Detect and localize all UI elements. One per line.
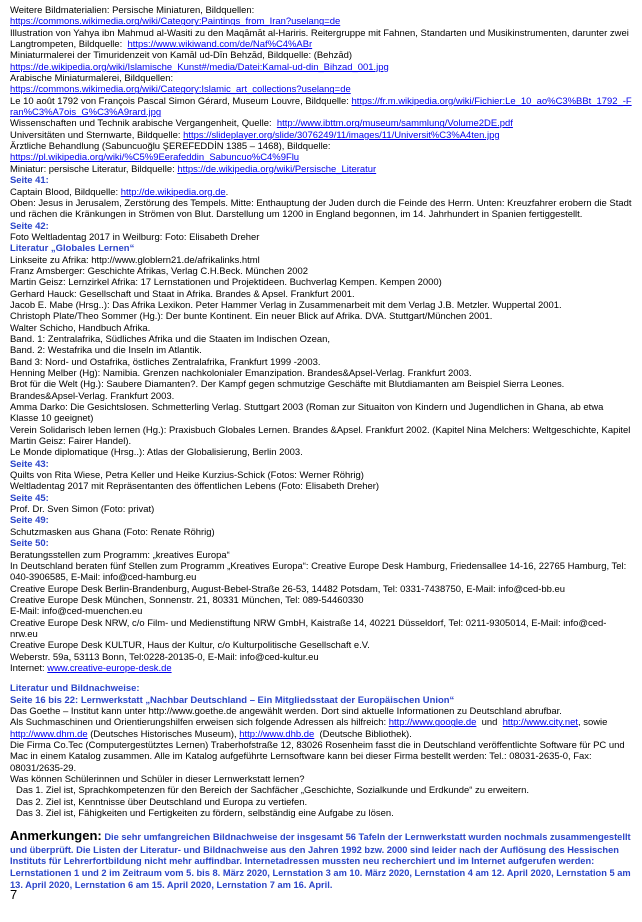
literature-item: Linkseite zu Afrika: http://www.globlern21.de/afrikalinks.html (10, 254, 260, 266)
anmerkungen-block (10, 828, 632, 891)
section-heading-seite-42: Seite 42: (10, 220, 49, 232)
literature-item: Band. 1: Zentralafrika, Südliches Afrika und die Staaten im Indischen Ozean, (10, 333, 331, 345)
literature-item: Verein Solidarisch leben lernen (Hg.): Praxisbuch Globales Lernen. Brandes &Apsel. Frankfurt 2002. (Kapitel Nina Melchers: Weltgeschichte, Kapitel Martin Geisz: Fairer Handel). (10, 424, 631, 448)
lernwerkstatt-subheading: Seite 16 bis 22: Lernwerkstatt „Nachbar Deutschland – Ein Mitgliedsstaat der Europäischen Union“ (10, 694, 455, 706)
spacer (10, 674, 632, 683)
text-line: Das Goethe – Institut kann unter http://www.goethe.de angewählt werden. Dort sind aktuelle Informationen zu Deutschland abrufbar. (10, 705, 562, 717)
section-heading-seite-50: Seite 50: (10, 538, 49, 550)
literature-item: Franz Amsberger: Geschichte Afrikas, Verlag C.H.Beck. München 2002 (10, 265, 308, 277)
text-line: Universitäten und Sternwarte, Bildquelle: https://slideplayer.org/slide/3076249/11/images/11/Universit%C3%A4ten.jpg (10, 129, 500, 141)
source-link[interactable]: http://www.ibttm.org/museum/sammlung/Volume2DE.pdf (276, 118, 513, 130)
literature-item: Martin Geisz: Lernzirkel Afrika: 17 Lernstationen und Projektideen. Buchverlag Kempen. Kempen 2000) (10, 277, 442, 289)
section-heading-seite-43: Seite 43: (10, 458, 49, 470)
source-link[interactable]: https://pl.wikipedia.org/wiki/%C5%9Eerafeddin_Sabuncuo%C4%9Flu (10, 152, 300, 164)
source-link[interactable]: https://commons.wikimedia.org/wiki/Category:Islamic_art_collections?uselang=de (10, 84, 351, 96)
dhm-link[interactable]: http://www.dhm.de (10, 728, 88, 740)
goal-line: Das 3. Ziel ist, Fähigkeiten und Fertigkeiten zu fördern, selbständig eine Aufgabe zu lösen. (16, 808, 394, 820)
literature-item: Le Monde diplomatique (Hrsg..): Atlas der Globalisierung, Berlin 2003. (10, 447, 303, 459)
literature-heading: Literatur „Globales Lernen“ (10, 243, 135, 255)
text-line: Quilts von Rita Wiese, Petra Keller und Heike Kurzius-Schick (Fotos: Werner Röhrig) (10, 470, 364, 482)
section-heading-seite-49: Seite 49: (10, 515, 49, 527)
source-link[interactable]: https://de.wikipedia.org/wiki/Islamische_Kunst#/media/Datei:Kamal-ud-din_Bihzad_001.jpg (10, 61, 389, 73)
text-line: Foto Weltladentag 2017 in Weilburg: Foto: Elisabeth Dreher (10, 231, 260, 243)
source-link[interactable]: https://de.wikipedia.org/wiki/Persische_Literatur (177, 163, 377, 175)
literature-item: Gerhard Hauck: Gesellschaft und Staat in Afrika. Brandes & Apsel. Frankfurt 2001. (10, 288, 355, 300)
text-line: Wissenschaften und Technik arabische Vergangenheit, Quelle: http://www.ibttm.org/museum/sammlung/Volume2DE.pdf (10, 118, 513, 130)
text-line: Oben: Jesus in Jerusalem, Zerstörung des Tempels. Mitte: Enthauptung der Juden durch die Feinde des Herrn. Unten: Kreuzfahrer erobern die Stadt und rächen die Kränkungen in Strömen von Blut. Darstellung um 1200 in England begonnen, im 14. Jahrhundert in Spanien fertiggestellt. (10, 197, 632, 221)
text-line: Als Suchmaschinen und Orientierungshilfen erweisen sich folgende Adressen als hilfreich: http://www.google.de und http://www.city.net, sowie http://www.dhm.de (Deutsches Historisches Museum), http://www.dhb.de (Deutsche Bibliothek). (10, 717, 608, 740)
dhb-link[interactable]: http://www.dhb.de (239, 728, 315, 740)
text-line: Internet: www.creative-europe-desk.de (10, 662, 172, 674)
text-line: Weberstr. 59a, 53113 Bonn, Tel:0228-20135-0, E-Mail: info@ced-kultur.eu (10, 651, 319, 663)
internet-link[interactable]: www.creative-europe-desk.de (47, 662, 172, 674)
section-heading-seite-41: Seite 41: (10, 175, 49, 187)
text-line: E-Mail: info@ced-muenchen.eu (10, 606, 143, 618)
text-line: Was können Schülerinnen und Schüler in dieser Lernwerkstatt lernen? (10, 774, 305, 786)
page-number: 7 (10, 887, 18, 902)
literature-item: Band 3: Nord- und Ostafrika, östliches Zentralafrika, Frankfurt 1999 -2003. (10, 356, 321, 368)
source-link[interactable]: https://slideplayer.org/slide/3076249/11/images/11/Universit%C3%A4ten.jpg (183, 129, 500, 141)
text-line: Miniaturmalerei der Timuridenzeit von Kamāl ud-Dīn Behzād, Bildquelle: (Behzād) https://de.wikipedia.org/wiki/Islamische_Kunst#/media/Datei:Kamal-ud-din_Bihzad_001.jpg (10, 50, 389, 73)
text-line: Illustration von Yahya ibn Mahmud al-Wasiti zu den Maqāmāt al-Hariris. Reitergruppe mit Fahnen, Standarten und Musikinstrumenten, darunter zwei Langtrompeten, Bildquelle: https://www.wikiwand.com/de/Naf%C4%ABr (10, 27, 629, 51)
goal-line: Das 1. Ziel ist, Sprachkompetenzen für den Bereich der Sachfächer „Geschichte, Sozialkunde und Erdkunde“ zu erweitern. (16, 785, 530, 797)
literature-item: Walter Schicho, Handbuch Afrika. (10, 322, 151, 334)
text-line: Creative Europe Desk Berlin-Brandenburg, August-Bebel-Straße 26-53, 14482 Potsdam, Tel: 0331-7438750, E-Mail: info@ced-bb.eu (10, 583, 566, 595)
text-line: Ärztliche Behandlung (Sabuncuoğlu ŞEREFEDDİN 1385 – 1468), Bildquelle: https://pl.wikipedia.org/wiki/%C5%9Eerafeddin_Sabuncuo%C4%9Flu (10, 141, 331, 164)
text-line: Creative Europe Desk KULTUR, Haus der Kultur, c/o Kulturpolitische Gesellschaft e.V. (10, 640, 370, 652)
text-line: Le 10 août 1792 von François Pascal Simon Gérard, Museum Louvre, Bildquelle: https://fr.m.wikipedia.org/wiki/Fichier:Le_10_ao%C3%BBt_1792_-Fran%C3%A7ois_G%C3%A9rard.jpg (10, 95, 632, 119)
google-link[interactable]: http://www.google.de (388, 717, 477, 729)
literature-item: Jacob E. Mabe (Hrsg..): Das Afrika Lexikon. Peter Hammer Verlag in Zusammenarbeit mit dem Verlag J.B. Metzler. Wuppertal 2001. (10, 299, 562, 311)
section-heading-seite-45: Seite 45: (10, 492, 49, 504)
text-line: Creative Europe Desk NRW, c/o Film- und Medienstiftung NRW GmbH, Kaistraße 14, 40221 Düsseldorf, Tel: 0211-9305014, E-Mail: info@ced-nrw.eu (10, 617, 607, 640)
text-line: Miniatur: persische Literatur, Bildquelle: https://de.wikipedia.org/wiki/Persische_Literatur (10, 163, 377, 175)
text-line: Prof. Dr. Sven Simon (Foto: privat) (10, 504, 155, 516)
literature-item: Amma Darko: Die Gesichtslosen. Schmetterling Verlag. Stuttgart 2003 (Roman zur Situaiton von Kindern und Jugendlichen in Ghana, ab etwa Klasse 10 geeignet) (10, 402, 604, 425)
literature-item: Band. 2: Westafrika und die Inseln im Atlantik. (10, 345, 202, 357)
text-line: In Deutschland beraten fünf Stellen zum Programm „Kreatives Europa“: Creative Europe Desk Hamburg, Friedensallee 14-16, 22765 Hamburg, Tel: 040-3906585, E-Mail: info@ced-hamburg.eu (10, 560, 627, 584)
text-line: Arabische Miniaturmalerei, Bildquellen: https://commons.wikimedia.org/wiki/Category:Islamic_art_collections?uselang=de (10, 73, 351, 96)
source-link[interactable]: https://www.wikiwand.com/de/Naf%C4%ABr (127, 39, 313, 51)
text-line: Captain Blood, Bildquelle: http://de.wikipedia.org.de. (10, 186, 229, 198)
literature-item: Henning Melber (Hg): Namibia. Grenzen nachkolonialer Emanzipation. Brandes&Apsel-Verlag. Frankfurt 2003. (10, 368, 472, 379)
text-line: Creative Europe Desk München, Sonnenstr. 21, 80331 München, Tel: 089-54460330 (10, 594, 364, 606)
text-line: Beratungsstellen zum Programm: „kreatives Europa“ (10, 549, 230, 561)
source-link[interactable]: https://commons.wikimedia.org/wiki/Category:Paintings_from_Iran?uselang=de (10, 16, 341, 28)
literature-item: Christoph Plate/Theo Sommer (Hg.): Der bunte Kontinent. Ein neuer Blick auf Afrika. DVA. Stuttgart/München 2001. (10, 311, 493, 323)
source-link[interactable]: http://de.wikipedia.org.de (120, 186, 226, 198)
text-line: Weltladentag 2017 mit Repräsentanten des öffentlichen Lebens (Foto: Elisabeth Dreher) (10, 481, 379, 493)
text-line: Die Firma Co.Tec (Computergestütztes Lernen) Traberhofstraße 12, 83026 Rosenheim fasst die in Deutschland veröffentlichte Software für PC und Mac in einem Katalog zusammen. Alle im Katalog aufgeführte Lernsoftware kann bei dieser Firma bestellt werden: Tel.: 08031-2635-0, Fax: 08031/2635-29. (10, 740, 625, 774)
source-link[interactable]: https://fr.m.wikipedia.org/wiki/Fichier:Le_10_ao%C3%BBt_1792_-Fran%C3%A7ois_G%C3%A9rard.jpg (10, 95, 632, 119)
goal-line: Das 2. Ziel ist, Kenntnisse über Deutschland und Europa zu vertiefen. (16, 796, 308, 808)
text-line: Schutzmasken aus Ghana (Foto: Renate Röhrig) (10, 526, 215, 538)
citynet-link[interactable]: http://www.city.net (502, 717, 578, 729)
literature-bildnachweise-heading: Literatur und Bildnachweise: (10, 683, 140, 695)
anmerkungen-label: Anmerkungen: (10, 828, 102, 844)
literature-item: Brot für die Welt (Hg.): Saubere Diamanten?. Der Kampf gegen schmutzige Geschäfte mit Blutdiamanten am Beispiel Sierra Leones. Brandes&Apsel-Verlag. Frankfurt 2003. (10, 379, 565, 402)
text-line: Weitere Bildmaterialien: Persische Miniaturen, Bildquellen: https://commons.wikimedia.org/wiki/Category:Paintings_from_Iran?uselang=de (10, 5, 341, 28)
anmerkungen-text: Die sehr umfangreichen Bildnachweise der insgesamt 56 Tafeln der Lernwerkstatt wurden nochmals zusammengestellt und überprüft. Die Listen der Literatur- und Bildnachweise aus den Jahren 1992 bzw. 2000 sind leider nach der Auflösung des Hessischen Instituts für Lehrerfortbildung nicht mehr auffindbar. Internetadressen mussten neu recherchiert und im Internet aufgerufen werden: Lernstationen 1 und 2 im Zeitraum vom 5. bis 8. März 2020, Lernstation 3 am 10. März 2020, Lernstation 4 am 12. April 2020, Lernstation 5 am 13. April 2020, Lernstation 6 am 15. April 2020, Lernstation 7 am 16. April. (10, 832, 631, 890)
